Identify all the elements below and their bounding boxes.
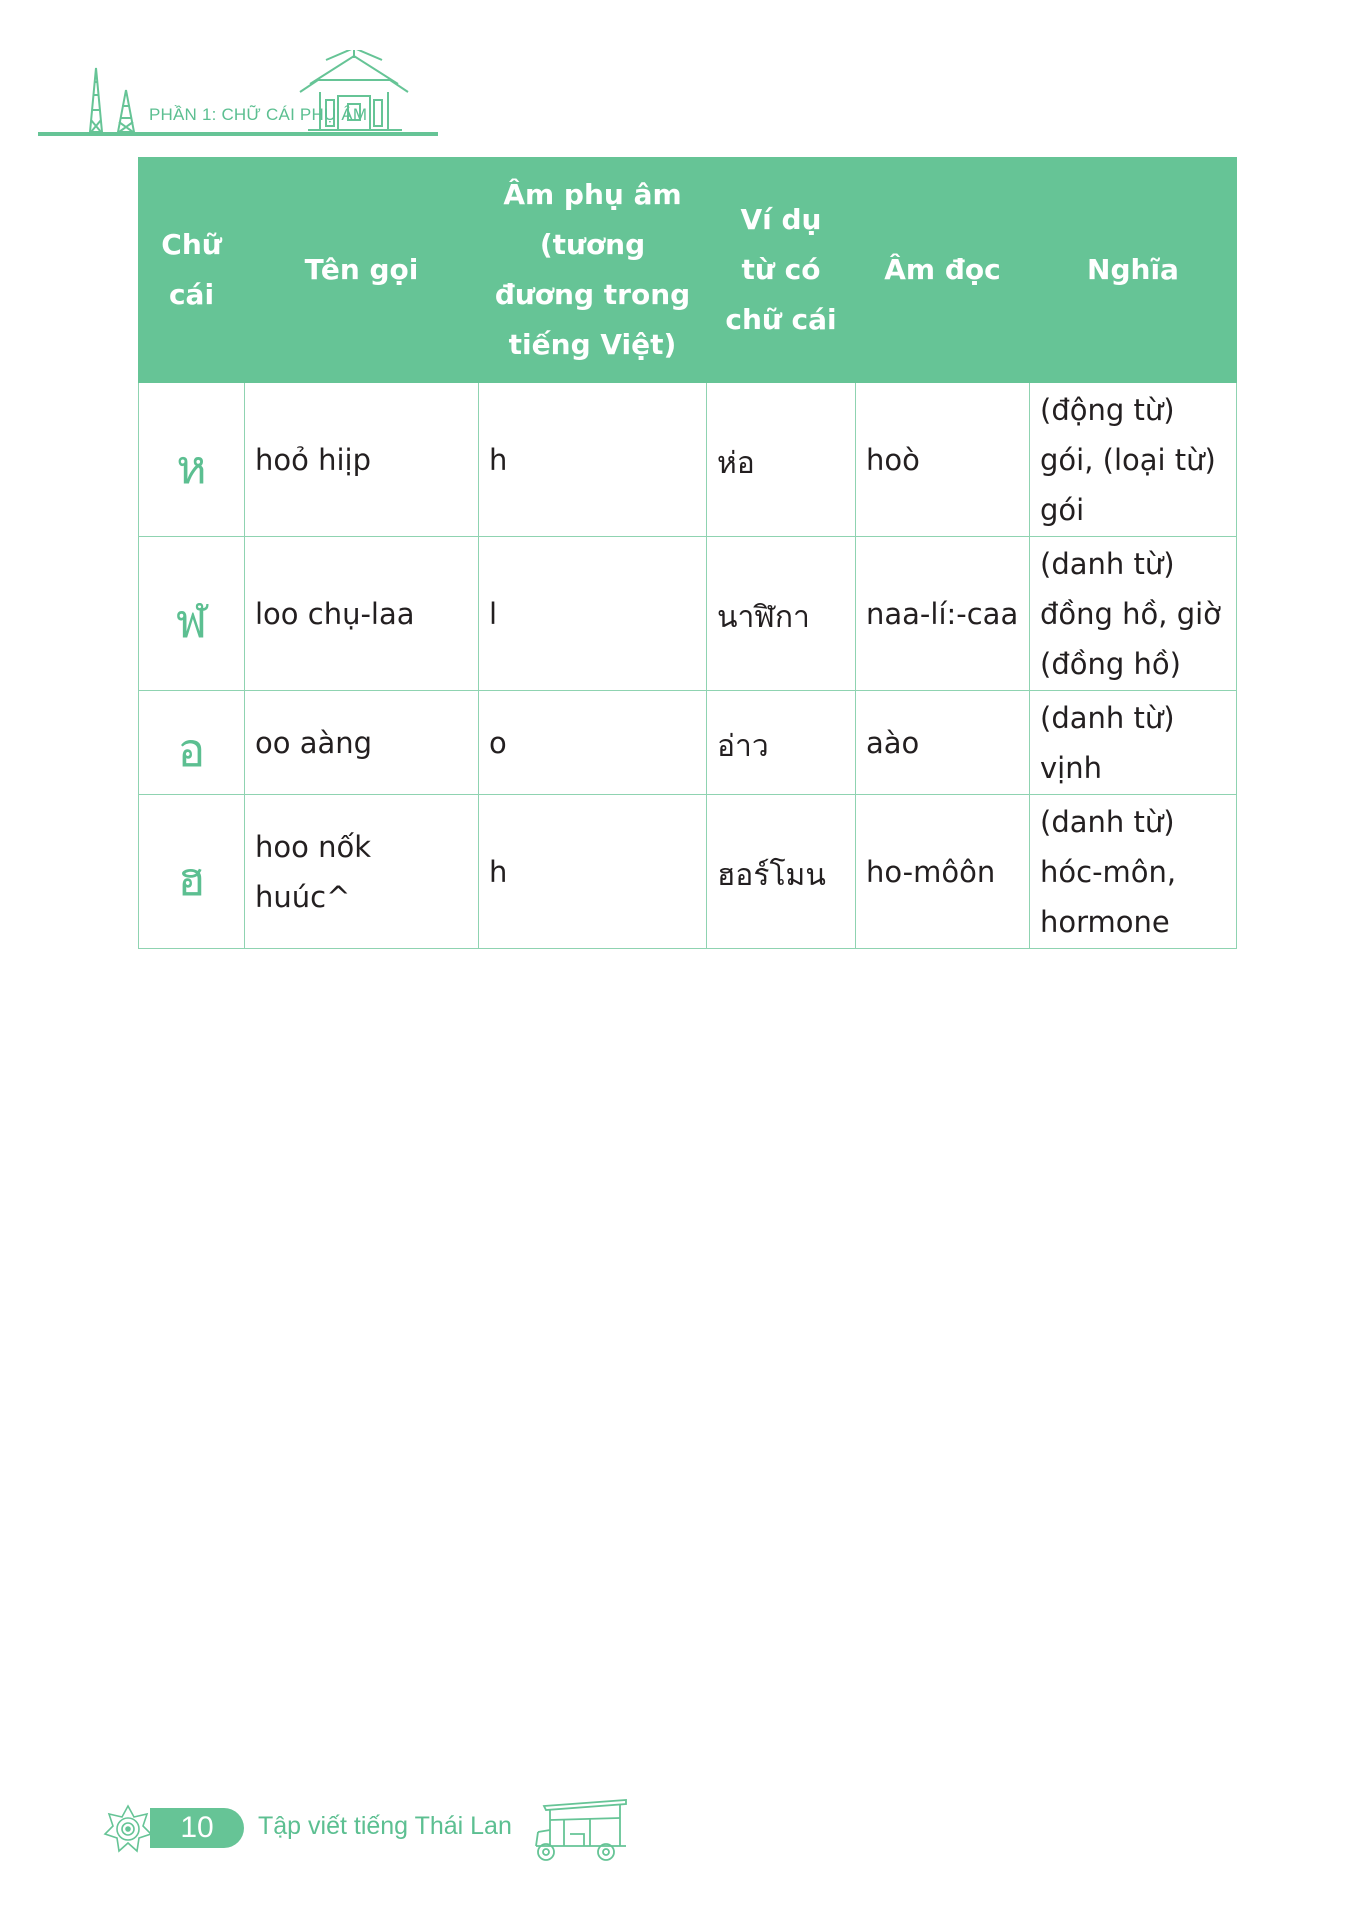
tuktuk-icon	[530, 1790, 630, 1866]
example-word: อ่าว	[707, 691, 856, 795]
letter-sound: o	[479, 691, 707, 795]
table-header-row	[139, 158, 1237, 383]
table-row	[139, 537, 1237, 691]
page-number: 10	[150, 1808, 244, 1848]
column-header-name: Tên gọi	[245, 158, 479, 383]
thai-letter: อ	[139, 691, 245, 795]
thai-letter: ห	[139, 383, 245, 537]
column-header-letter: Chữ cái	[139, 158, 245, 383]
thai-letter: ฬ	[139, 537, 245, 691]
reading: hoò	[856, 383, 1030, 537]
column-header-example: Ví dụ từ có chữ cái	[707, 158, 856, 383]
letter-sound: h	[479, 383, 707, 537]
letter-name: hoỏ hiịp	[245, 383, 479, 537]
reading: aào	[856, 691, 1030, 795]
column-header-meaning: Nghĩa	[1030, 158, 1237, 383]
meaning: (danh từ) vịnh	[1030, 691, 1237, 795]
header-decoration	[38, 50, 448, 140]
reading: ho-môôn	[856, 795, 1030, 949]
pagoda-icon	[90, 68, 134, 132]
book-title: Tập viết tiếng Thái Lan	[258, 1812, 512, 1840]
page-footer	[0, 1790, 1355, 1870]
example-word: นาฬิกา	[707, 537, 856, 691]
meaning: (động từ) gói, (loại từ) gói	[1030, 383, 1237, 537]
section-title: PHẦN 1: CHỮ CÁI PHỤ ÂM	[149, 105, 368, 124]
page-header	[0, 0, 1355, 140]
example-word: ห่อ	[707, 383, 856, 537]
consonant-table-container	[138, 157, 1236, 949]
column-header-sound: Âm phụ âm (tương đương trong tiếng Việt)	[479, 158, 707, 383]
meaning: (danh từ) đồng hồ, giờ (đồng hồ)	[1030, 537, 1237, 691]
table-row	[139, 383, 1237, 537]
letter-name: hoo nốk huúc^	[245, 795, 479, 949]
thai-letter: ฮ	[139, 795, 245, 949]
meaning: (danh từ) hóc-môn, hormone	[1030, 795, 1237, 949]
example-word: ฮอร์โมน	[707, 795, 856, 949]
reading: naa-lí:-caa	[856, 537, 1030, 691]
letter-name: oo aàng	[245, 691, 479, 795]
letter-sound: h	[479, 795, 707, 949]
letter-sound: l	[479, 537, 707, 691]
table-row	[139, 691, 1237, 795]
column-header-reading: Âm đọc	[856, 158, 1030, 383]
flower-icon	[103, 1804, 153, 1854]
table-row	[139, 795, 1237, 949]
consonant-table	[138, 157, 1237, 949]
letter-name: loo chụ-laa	[245, 537, 479, 691]
